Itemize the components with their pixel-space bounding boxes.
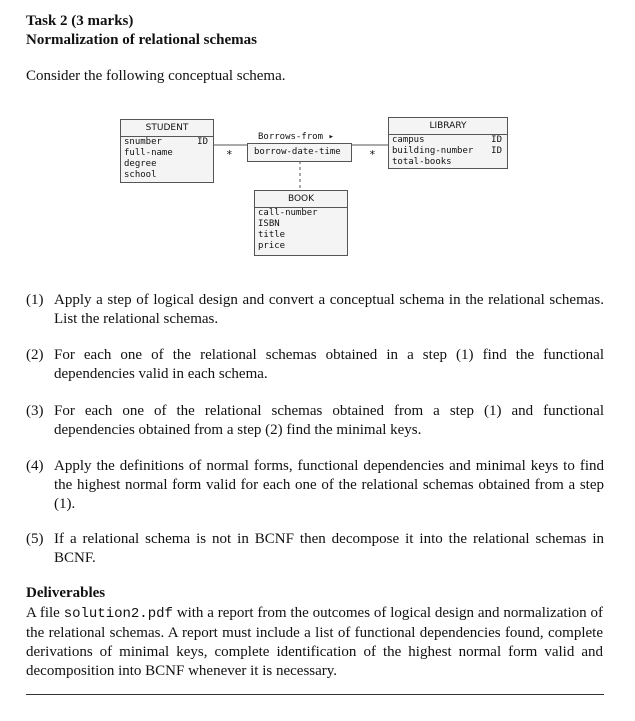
- question-item: (1) Apply a step of logical design and convert a conceptual schema in the relational schemas. List the relational schemas.: [26, 292, 604, 327]
- question-item: (2) For each one of the relational schemas obtained in a step (1) find the functional dependencies valid in each schema.: [26, 347, 604, 382]
- intro-text: Consider the following conceptual schema.: [26, 68, 286, 84]
- student-attr: degree: [124, 159, 157, 169]
- book-attr: call-number: [258, 208, 318, 218]
- library-entity-name: LIBRARY: [389, 118, 507, 135]
- deliverables-text: A file solution2.pdf with a report from the outcomes of logical design and normalization of the relational schemas. A report must include a list of functional dependencies found, complete derivations of minimal keys, complete identification of the highest normal form valid and decomposition into BCNF whenever it is necessary.: [26, 605, 604, 679]
- relationship-name: Borrows-from ▸: [258, 132, 334, 142]
- student-attr: school: [124, 170, 157, 180]
- borrows-association-class: [247, 143, 352, 162]
- task-subtitle: Normalization of relational schemas: [26, 32, 257, 48]
- student-entity-name: STUDENT: [121, 120, 213, 137]
- library-entity: [388, 117, 508, 169]
- library-attr: building-number ID: [392, 146, 502, 156]
- library-attr: campus ID: [392, 135, 502, 145]
- bottom-divider: [26, 694, 604, 695]
- filename: solution2.pdf: [63, 606, 173, 622]
- library-attr: total-books: [392, 157, 452, 167]
- book-attr: price: [258, 241, 286, 251]
- relationship-attr: borrow-date-time: [254, 147, 341, 157]
- id-marker: ID: [197, 137, 208, 147]
- book-attr: title: [258, 230, 286, 240]
- multiplicity-left: *: [226, 148, 233, 161]
- student-attr: snumber ID: [124, 137, 208, 147]
- multiplicity-right: *: [369, 148, 376, 161]
- id-marker: ID: [491, 135, 502, 145]
- deliverables-heading: Deliverables: [26, 585, 106, 601]
- student-entity: [120, 119, 214, 183]
- task-title: Task 2 (3 marks): [26, 13, 134, 29]
- id-marker: ID: [491, 146, 502, 156]
- question-item: (3) For each one of the relational schemas obtained from a step (1) and functional dependencies obtained from a step (2) find the minimal keys.: [26, 403, 604, 438]
- question-item: (5) If a relational schema is not in BCNF then decompose it into the relational schemas in BCNF.: [26, 531, 604, 566]
- question-item: (4) Apply the definitions of normal forms, functional dependencies and minimal keys to find the highest normal form valid for each one of the relational schemas obtained from a step (1).: [26, 458, 604, 512]
- book-attr: ISBN: [258, 219, 280, 229]
- book-entity-name: BOOK: [255, 191, 347, 208]
- student-attr: full-name: [124, 148, 173, 158]
- book-entity: [254, 190, 348, 256]
